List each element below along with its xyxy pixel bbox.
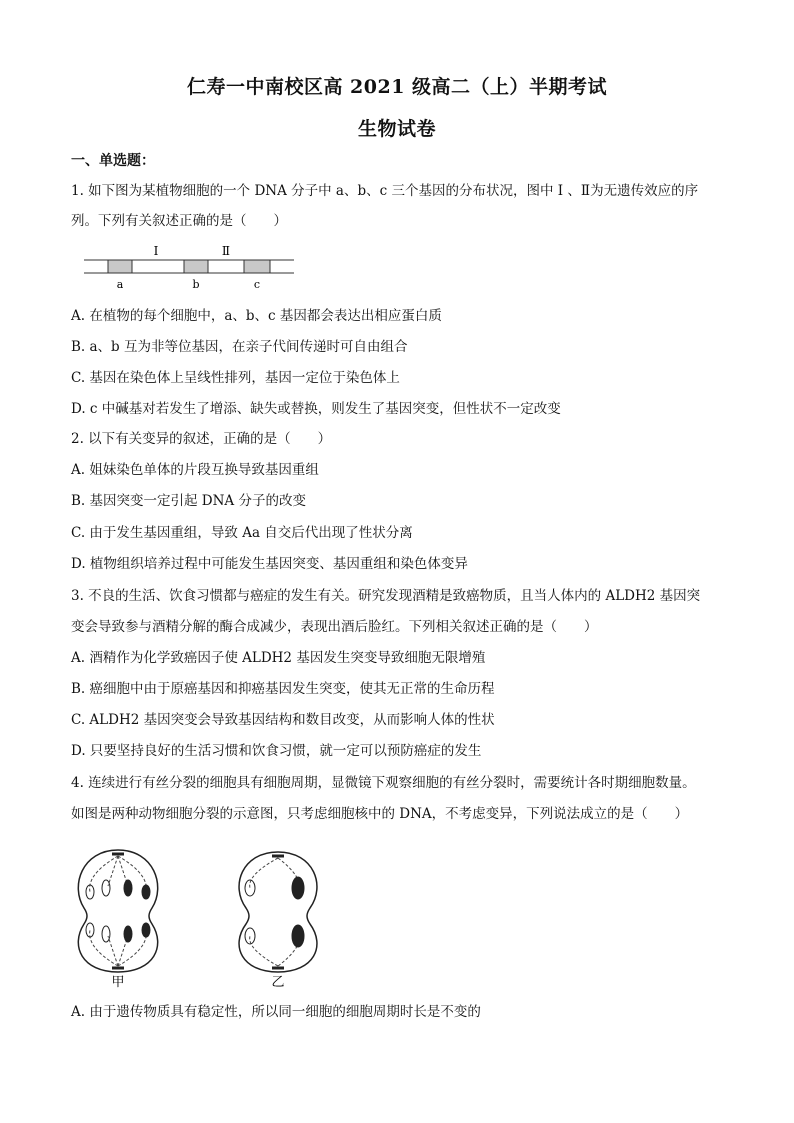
q1-option-a: A. 在植物的每个细胞中，a、b、c 基因都会表达出相应蛋白质 bbox=[71, 308, 442, 324]
q2-option-c: C. 由于发生基因重组，导致 Aa 自交后代出现了性状分离 bbox=[71, 525, 413, 541]
q2-option-b: B. 基因突变一定引起 DNA 分子的改变 bbox=[71, 493, 306, 509]
label-c: c bbox=[253, 278, 261, 291]
q3-stem-line2: 变会导致参与酒精分解的酶合成减少，表现出酒后脸红。下列相关叙述正确的是（ ） bbox=[71, 619, 598, 635]
q2-option-a: A. 姐妹染色单体的片段互换导致基因重组 bbox=[71, 462, 319, 478]
label-I: Ⅰ bbox=[153, 244, 159, 258]
q3-option-c: C. ALDH2 基因突变会导致基因结构和数目改变，从而影响人体的性状 bbox=[71, 712, 495, 728]
dna-gene-diagram bbox=[80, 240, 300, 292]
label-b: b bbox=[192, 278, 200, 291]
cell-yi-diagram bbox=[228, 846, 330, 988]
q4-stem-line2: 如图是两种动物细胞分裂的示意图，只考虑细胞核中的 DNA，不考虑变异，下列说法成立的是（ ） bbox=[71, 806, 689, 822]
q4-option-a: A. 由于遗传物质具有稳定性，所以同一细胞的细胞周期时长是不变的 bbox=[71, 1004, 481, 1020]
q4-stem-line1: 4. 连续进行有丝分裂的细胞具有细胞周期，显微镜下观察细胞的有丝分裂时，需要统计各时期细胞数量。 bbox=[71, 775, 696, 791]
gene-a-block bbox=[108, 260, 132, 273]
q1-stem-line1: 1. 如下图为某植物细胞的一个 DNA 分子中 a、b、c 三个基因的分布状况，图中 Ⅰ 、Ⅱ为无遗传效应的序 bbox=[71, 183, 699, 199]
exam-title: 仁寿一中南校区高 2021 级高二（上）半期考试 bbox=[186, 76, 608, 98]
q1-option-d: D. c 中碱基对若发生了增添、缺失或替换，则发生了基因突变，但性状不一定改变 bbox=[71, 401, 561, 417]
label-II: Ⅱ bbox=[221, 244, 231, 258]
q1-option-c: C. 基因在染色体上呈线性排列，基因一定位于染色体上 bbox=[71, 370, 400, 386]
label-jia: 甲 bbox=[111, 975, 125, 988]
q2-option-d: D. 植物组织培养过程中可能发生基因突变、基因重组和染色体变异 bbox=[71, 556, 468, 572]
q3-stem-line1: 3. 不良的生活、饮食习惯都与癌症的发生有关。研究发现酒精是致癌物质，且当人体内的 ALDH2 基因突 bbox=[71, 588, 701, 604]
label-yi: 乙 bbox=[271, 975, 285, 988]
exam-subtitle: 生物试卷 bbox=[357, 118, 436, 140]
gene-b-block bbox=[184, 260, 208, 273]
q1-stem-line2: 列。下列有关叙述正确的是（ ） bbox=[71, 213, 287, 229]
q3-option-a: A. 酒精作为化学致癌因子使 ALDH2 基因发生突变导致细胞无限增殖 bbox=[71, 650, 486, 666]
q1-option-b: B. a、b 互为非等位基因，在亲子代间传递时可自由组合 bbox=[71, 339, 408, 355]
q3-option-d: D. 只要坚持良好的生活习惯和饮食习惯，就一定可以预防癌症的发生 bbox=[71, 743, 482, 759]
label-a: a bbox=[116, 278, 124, 291]
gene-c-block bbox=[244, 260, 270, 273]
cell-jia-diagram bbox=[70, 846, 166, 988]
q2-stem: 2. 以下有关变异的叙述，正确的是（ ） bbox=[71, 431, 332, 447]
q3-option-b: B. 癌细胞中由于原癌基因和抑癌基因发生突变，使其无正常的生命历程 bbox=[71, 681, 495, 697]
section-heading: 一、单选题： bbox=[71, 153, 155, 169]
